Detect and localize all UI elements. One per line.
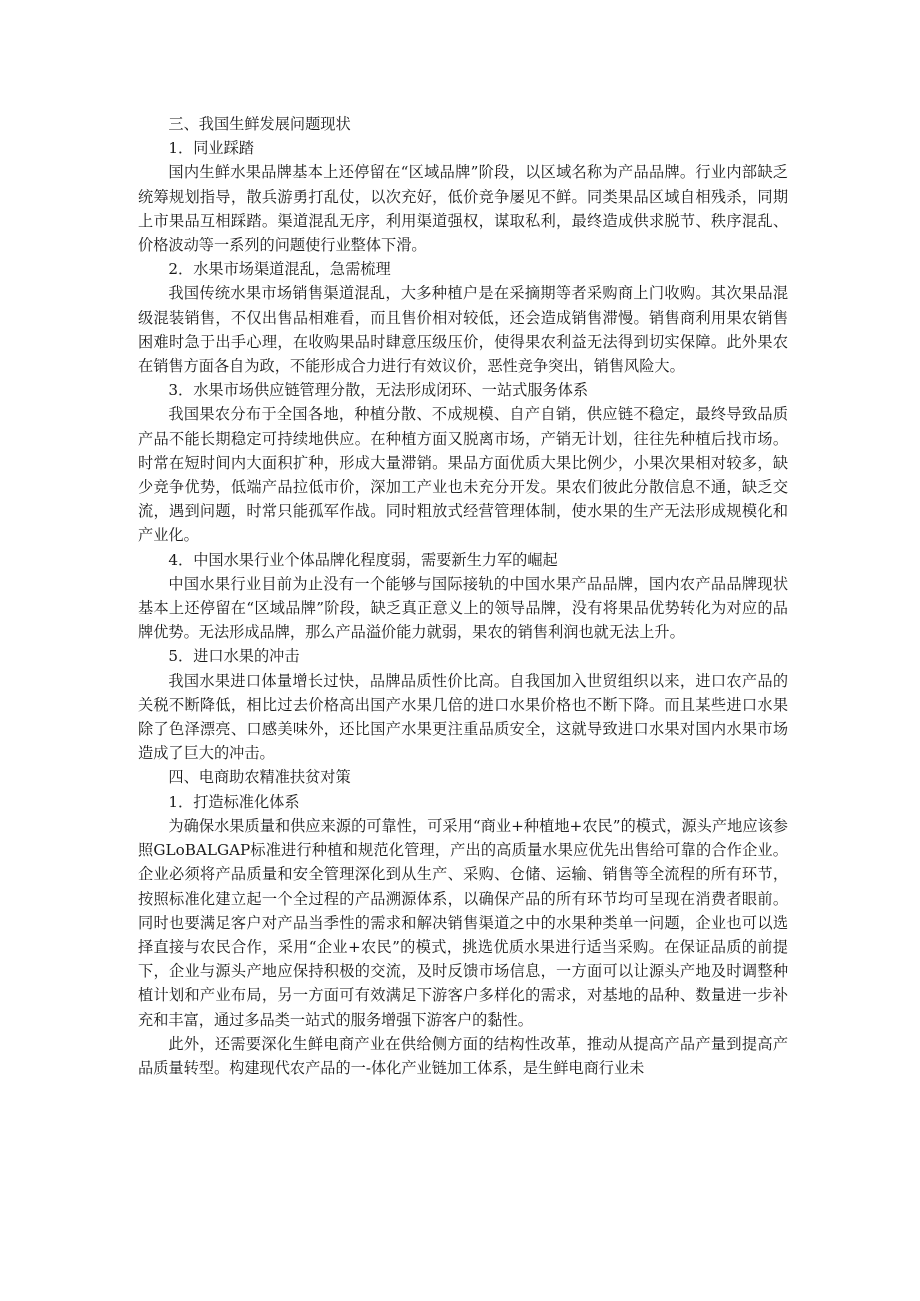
subheading-4-1: 1．打造标准化体系: [168, 792, 300, 811]
paragraph: 我国果农分布于全国各地，种植分散、不成规模、自产自销，供应链不稳定，最终导致品质产品不能长期稳定可持续地供应。在种植方面又脱离市场，产销无计划，往往先种植后找市场。时常在短时间内大面积扩种，形成大量滞销。果品方面优质大果比例少，小果次果相对较多，缺少竞争优势，低端产品拉低市价，深加工产业也未充分开发。果农们彼此分散信息不通，缺乏交流，遇到问题，时常只能孤军作战。同时粗放式经营管理体制，使水果的生产无法形成规模化和产业化。: [138, 405, 788, 545]
paragraph: 中国水果行业目前为止没有一个能够与国际接轨的中国水果产品品牌，国内农产品品牌现状基本上还停留在“区域品牌”阶段，缺乏真正意义上的领导品牌，没有将果品优势转化为对应的品牌优势。无法形成品牌，那么产品溢价能力就弱，果农的销售利润也就无法上升。: [138, 574, 788, 642]
subheading-3-3: 3．水果市场供应链管理分散，无法形成闭环、一站式服务体系: [168, 381, 589, 400]
paragraph: 国内生鲜水果品牌基本上还停留在“区域品牌”阶段，以区域名称为产品品牌。行业内部缺乏统筹规划指导，散兵游勇打乱仗，以次充好，低价竞争屡见不鲜。同类果品区域自相残杀，同期上市果品互相踩踏。渠道混乱无序，利用渠道强权，谋取私利，最终造成供求脱节、秩序混乱、价格波动等一系列的问题使行业整体下滑。: [138, 163, 788, 255]
subheading-3-4: 4．中国水果行业个体品牌化程度弱，需要新生力军的崛起: [168, 550, 558, 569]
section-heading-4: 四、电商助农精准扶贫对策: [168, 768, 351, 787]
paragraph: 为确保水果质量和供应来源的可靠性，可采用“商业+种植地+农民”的模式，源头产地应该参照GLoBALGAP标准进行种植和规范化管理，产出的高质量水果应优先出售给可靠的合作企业。企业必须将产品质量和安全管理深化到从生产、采购、仓储、运输、销售等全流程的所有环节，按照标准化建立起一个全过程的产品溯源体系，以确保产品的所有环节均可呈现在消费者眼前。同时也要满足客户对产品当季性的需求和解决销售渠道之中的水果种类单一问题，企业也可以选择直接与农民合作，采用“企业+农民”的模式，挑选优质水果进行适当采购。在保证品质的前提下，企业与源头产地应保持积极的交流，及时反馈市场信息，一方面可以让源头产地及时调整种植计划和产业布局，另一方面可有效满足下游客户多样化的需求，对基地的品种、数量进一步补充和丰富，通过多品类一站式的服务增强下游客户的黏性。: [138, 816, 788, 1029]
subheading-3-5: 5．进口水果的冲击: [168, 647, 300, 666]
subheading-3-1: 1．同业踩踏: [168, 139, 254, 158]
document-page: [138, 112, 788, 1080]
subheading-3-2: 2．水果市场渠道混乱，急需梳理: [168, 260, 391, 279]
paragraph: 我国水果进口体量增长过快，品牌品质性价比高。自我国加入世贸组织以来，进口农产品的关税不断降低，相比过去价格高出国产水果几倍的进口水果价格也不断下降。而且某些进口水果除了色泽漂亮、口感美味外，还比国产水果更注重品质安全，这就导致进口水果对国内水果市场造成了巨大的冲击。: [138, 671, 788, 763]
section-heading-3: 三、我国生鲜发展问题现状: [168, 115, 351, 133]
paragraph: 此外，还需要深化生鲜电商产业在供给侧方面的结构性改革，推动从提高产品产量到提高产品质量转型。构建现代农产品的一-体化产业链加工体系，是生鲜电商行业未: [138, 1034, 788, 1077]
paragraph: 我国传统水果市场销售渠道混乱，大多种植户是在采摘期等者采购商上门收购。其次果品混级混装销售，不仅出售品相难看，而且售价相对较低，还会造成销售滞慢。销售商利用果农销售困难时急于出手心理，在收购果品时肆意压级压价，使得果农利益无法得到切实保障。此外果农在销售方面各自为政，不能形成合力进行有效议价，恶性竞争突出，销售风险大。: [138, 284, 788, 376]
